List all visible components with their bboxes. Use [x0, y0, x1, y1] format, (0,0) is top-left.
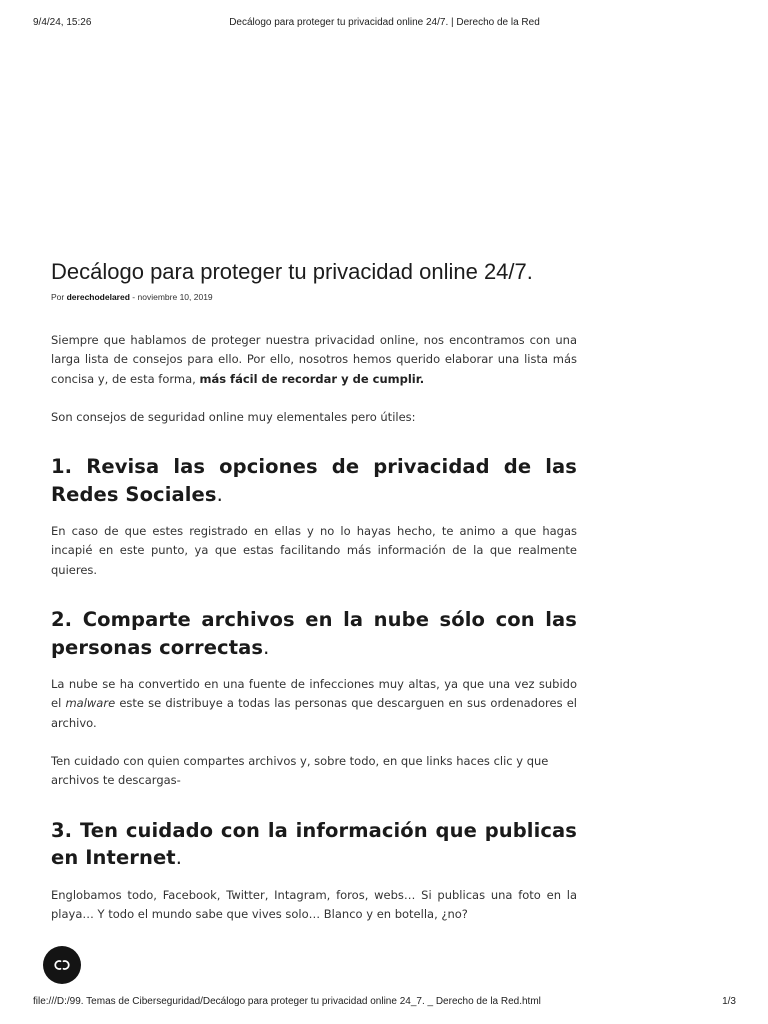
meta-separator: - [132, 292, 136, 302]
section-2-p1-before: La nube se ha convertido en una fuente de infecciones muy altas, ya que una vez subido el [51, 677, 577, 711]
section-1-heading-dot: . [216, 482, 223, 506]
section-1-paragraph: En caso de que estes registrado en ellas y no lo hayas hecho, te animo a que hagas incapié en este punto, ya que estas facilitando más información de la que realmente quieres. [51, 524, 577, 577]
section-3-heading-text: 3. Ten cuidado con la información que publicas en Internet [51, 818, 577, 870]
intro-bold: más fácil de recordar y de cumplir. [199, 371, 425, 386]
print-datetime: 9/4/24, 15:26 [33, 17, 92, 28]
section-3-paragraph: Englobamos todo, Facebook, Twitter, Intagram, foros, webs… Si publicas una foto en la playa… Y todo el mundo sabe que vives solo… Blanco y en botella, ¿no? [51, 887, 577, 921]
author-link[interactable]: derechodelared [66, 292, 130, 302]
section-2-p1-after: este se distribuye a todas las personas que descarguen en sus ordenadores el archivo. [51, 696, 578, 730]
cookie-consent-button[interactable] [43, 946, 81, 984]
intro-text: Siempre que hablamos de proteger nuestra privacidad online, nos encontramos con una larga lista de consejos para ello. Por ello, nosotros hemos querido elaborar una lista más concisa y, de esta forma, [51, 333, 577, 386]
section-1-heading-text: 1. Revisa las opciones de privacidad de las Redes Sociales [51, 455, 577, 506]
section-3-heading-dot: . [175, 846, 183, 870]
section-2-heading-text: 2. Comparte archivos en la nube sólo con las personas correctas [51, 608, 577, 659]
section-1-heading [51, 453, 577, 508]
lead-paragraph: Son consejos de seguridad online muy elementales pero útiles: [51, 409, 416, 424]
article-body [51, 331, 577, 924]
article-title: Decálogo para proteger tu privacidad online 24/7. [51, 259, 533, 284]
print-file-path: file:///D:/99. Temas de Ciberseguridad/Decálogo para proteger tu privacidad online 24_7. _ Derecho de la Red.html [33, 996, 541, 1007]
section-2-paragraph-2: Ten cuidado con quien compartes archivos y, sobre todo, en que links haces clic y que archivos te descargas- [51, 753, 549, 788]
publish-date: noviembre 10, 2019 [137, 292, 213, 302]
article-meta [51, 292, 577, 302]
section-3-heading [51, 817, 577, 872]
intro-paragraph [51, 331, 577, 389]
print-page-number: 1/3 [722, 996, 736, 1007]
section-2-paragraph-1 [51, 675, 577, 733]
section-2-p1-italic: malware [65, 696, 116, 711]
cookie-consent-icon [52, 959, 72, 971]
section-2-heading [51, 606, 577, 661]
section-2-heading-dot: . [263, 635, 270, 659]
by-label: Por [51, 292, 65, 302]
print-doc-title: Decálogo para proteger tu privacidad online 24/7. | Derecho de la Red [229, 17, 540, 28]
article [51, 259, 577, 943]
